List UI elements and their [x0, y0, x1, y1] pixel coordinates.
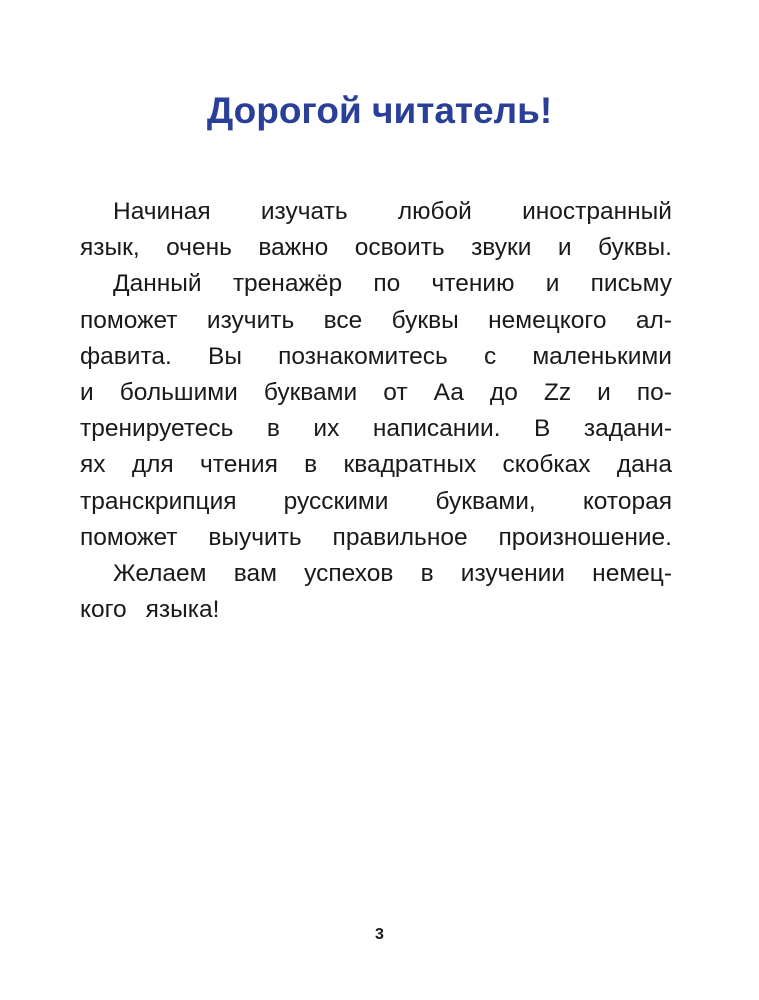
text-line: поможет изучить все буквы немецкого ал-: [80, 306, 672, 334]
text-line: тренируетесь в их написании. В задани-: [80, 415, 672, 443]
page-number: 3: [375, 926, 384, 943]
text-line: и большими буквами от Аа до Zz и по-: [80, 378, 672, 406]
text-line: ях для чтения в квадратных скобках дана: [80, 451, 672, 479]
body-text: [80, 194, 672, 628]
text-line: кого языка!: [80, 596, 220, 624]
text-line: транскрипция русскими буквами, которая: [80, 487, 672, 515]
text-line: Желаем вам успехов в изучении немец-: [113, 559, 672, 587]
page-title: Дорогой читатель!: [206, 90, 553, 131]
text-line: Данный тренажёр по чтению и письму: [113, 270, 672, 298]
text-line: поможет выучить правильное произношение.: [80, 523, 672, 551]
text-line: Начиная изучать любой иностранный: [113, 198, 672, 225]
text-line: фавита. Вы познакомитесь с маленькими: [80, 342, 672, 370]
text-line: язык, очень важно освоить звуки и буквы.: [80, 234, 672, 262]
